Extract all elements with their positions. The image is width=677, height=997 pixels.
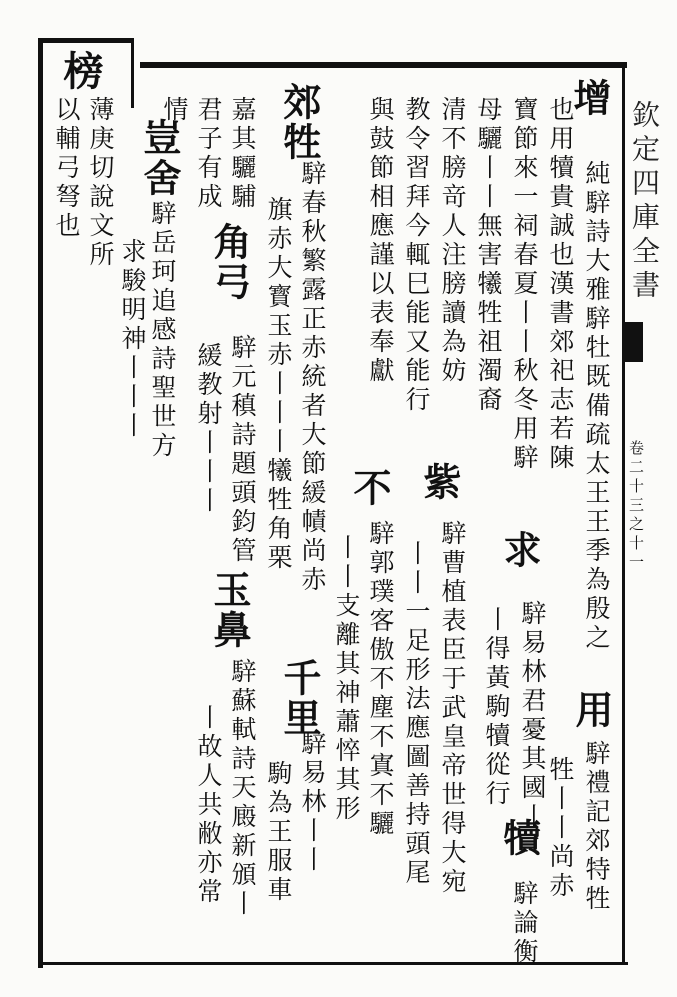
heading-ziyong: 用 bbox=[569, 690, 614, 730]
heading-yu: 玉鼻 bbox=[207, 570, 252, 650]
column-11: 君子有成 bbox=[194, 96, 223, 212]
side-note-line1: 薄庚切說文所 bbox=[86, 96, 115, 270]
fragment-e: 牲丨丨尚赤 bbox=[546, 756, 575, 901]
column-3: 寶節來一祠春夏丨丨秋冬用騂 bbox=[510, 96, 539, 473]
column-2: 也用犢貴誠也漢書郊祀志若陳 bbox=[546, 96, 575, 473]
frame-top-line bbox=[140, 62, 627, 68]
fragment-a: 騂易林君憂其國丨 bbox=[518, 600, 547, 832]
column-4: 母驪丨丨無害犧牲祖濁裔 bbox=[474, 96, 503, 415]
fragment-b: 丨得黃駒犢從行 bbox=[482, 606, 511, 809]
heading-zeng: 增 bbox=[567, 78, 612, 118]
margin-volume: 卷二十三之十一 bbox=[627, 440, 645, 573]
column-10: 嘉其驪䮒 bbox=[228, 96, 257, 212]
fragment-d: 騂禮記郊特牲 bbox=[582, 740, 611, 914]
fragment-o: 緩教射丨丨丨 bbox=[194, 342, 223, 516]
fragment-g: 丨丨一足形法應圖善持頭尾 bbox=[402, 540, 431, 888]
heading-jiao: 郊牲 bbox=[277, 82, 322, 162]
column-14: 求駿明神丨丨丨 bbox=[118, 238, 147, 441]
fragment-k: 駒為王服車 bbox=[264, 760, 293, 905]
column-5: 清不膀竒人注膀讀為妨 bbox=[438, 96, 467, 386]
fragment-l: 騂蘇軾詩天廄新頒丨 bbox=[228, 658, 257, 919]
column-12: 情 bbox=[160, 96, 189, 125]
frame-right-line bbox=[622, 62, 625, 962]
margin-header: 欽定四庫全書 bbox=[628, 100, 661, 304]
column-7: 與鼓節相應謹以表奉獻 bbox=[366, 96, 395, 386]
frame-bottom-line bbox=[38, 962, 628, 965]
column-9: 旗赤大寳玉赤丨丨丨犧牲角栗 bbox=[264, 196, 293, 573]
column-8: 騂春秋繁露正赤統者大節緩幘尚赤 bbox=[298, 160, 327, 595]
heading-qi: 豈舍 bbox=[137, 118, 182, 198]
margin-block bbox=[625, 322, 643, 362]
fragment-h: 騂郭璞客傲不塵不寘不驪 bbox=[366, 520, 395, 839]
side-note-title: 榜 bbox=[57, 50, 104, 92]
heading-jiao2: 角弓 bbox=[207, 222, 252, 302]
column-6: 教令習拜今輒巳能又能行 bbox=[402, 96, 431, 415]
column-1: 純騂詩大雅騂牡既備疏太王王季為殷之 bbox=[582, 160, 611, 653]
column-13: 騂岳珂追感詩聖世方 bbox=[148, 200, 177, 461]
heading-du: 犢 bbox=[497, 818, 542, 858]
fragment-c: 騂論衡 bbox=[510, 880, 539, 967]
sidebar-divider-line bbox=[131, 38, 134, 108]
heading-bu: 不 bbox=[347, 468, 392, 508]
fragment-n: 騂元稹詩題頭鈞管 bbox=[228, 334, 257, 566]
side-note-line2: 以輔弓弩也 bbox=[52, 96, 81, 241]
fragment-m: 丨故人共敝亦常 bbox=[194, 704, 223, 907]
fragment-j: 騂易林丨丨 bbox=[298, 730, 327, 875]
fragment-f: 騂曹植表臣于武皇帝世得大宛 bbox=[438, 520, 467, 897]
heading-zi: 紫 bbox=[417, 462, 462, 502]
frame-topleft-line bbox=[38, 38, 133, 43]
heading-qianli: 千里 bbox=[277, 658, 322, 738]
heading-qiu: 求 bbox=[497, 530, 542, 570]
frame-left-line bbox=[38, 38, 43, 968]
fragment-i: 丨丨支離其神蕭悴其形 bbox=[332, 534, 361, 824]
